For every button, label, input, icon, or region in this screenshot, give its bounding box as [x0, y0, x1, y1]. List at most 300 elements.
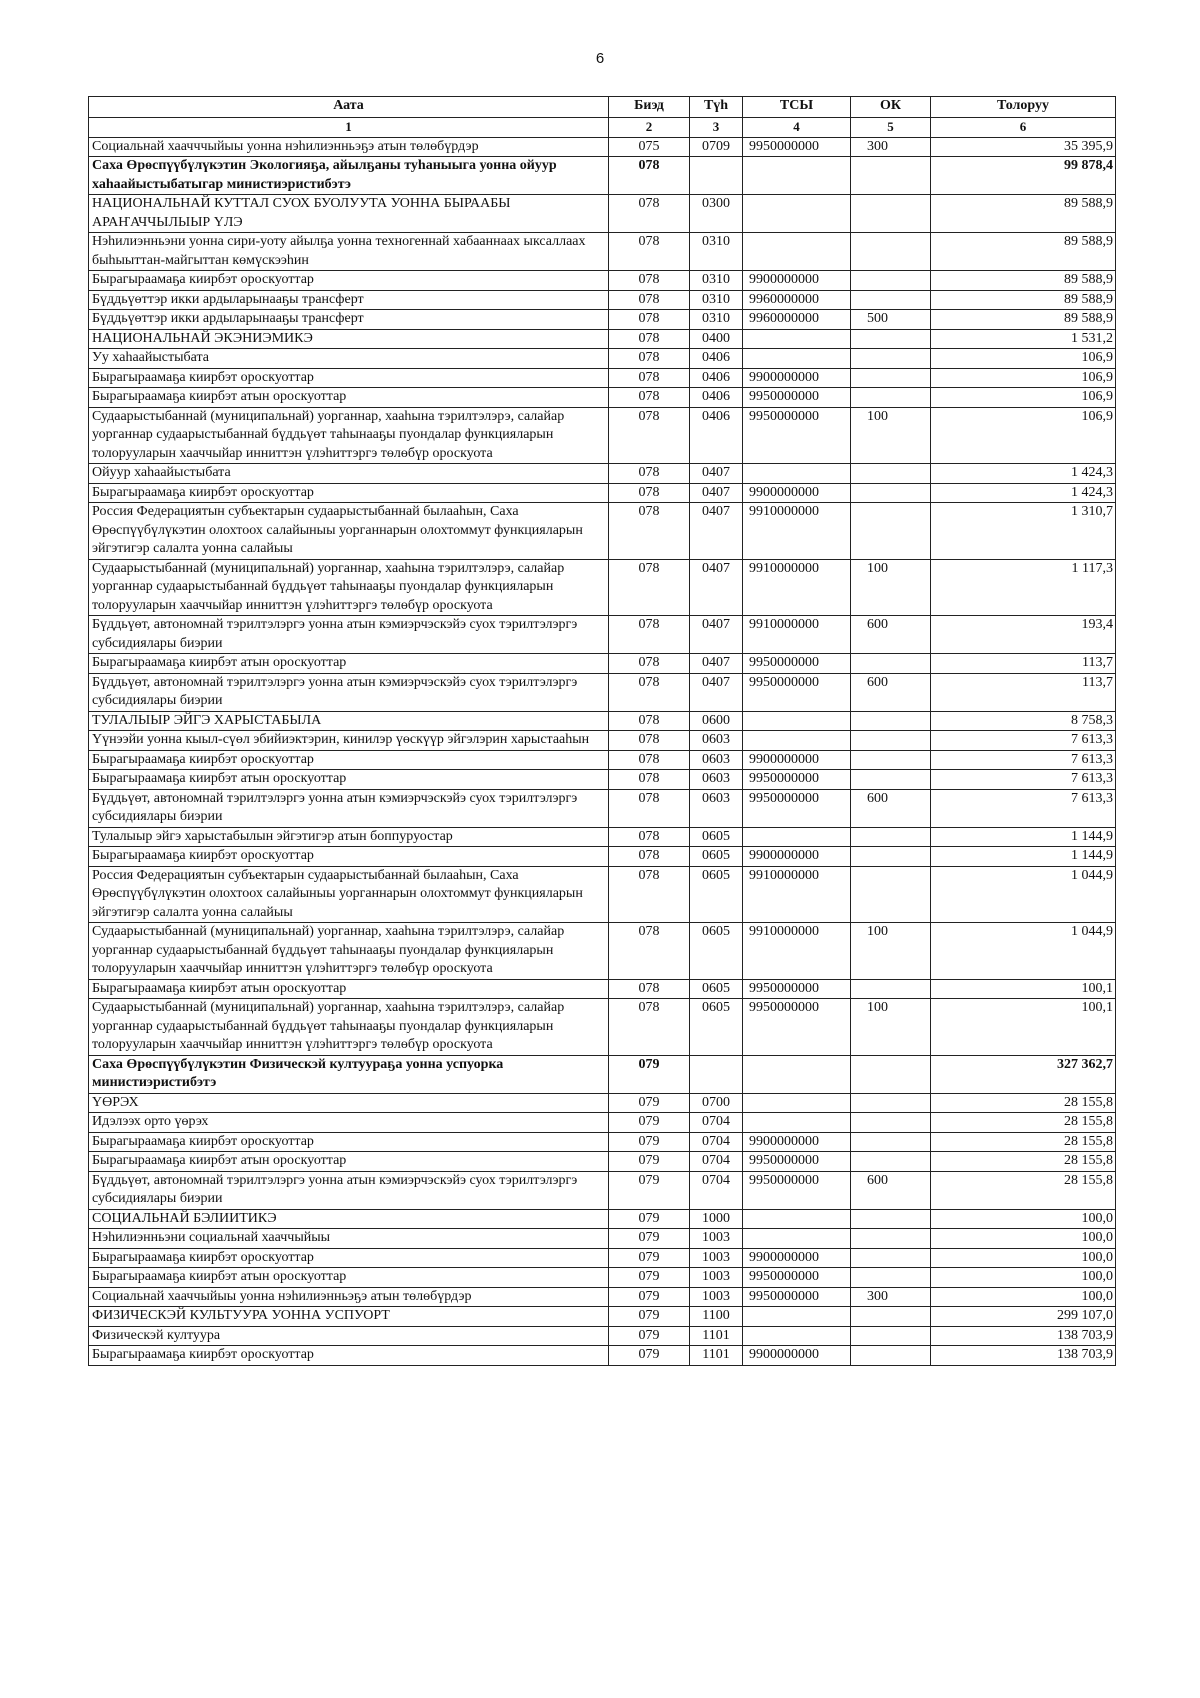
table-row — [89, 1171, 1116, 1209]
row-target-code — [743, 349, 851, 369]
row-amount: 28 155,8 — [931, 1152, 1116, 1172]
table-row — [89, 310, 1116, 330]
row-expense-type: 100 — [851, 999, 931, 1056]
row-name: Тулалыыр эйгэ харыстабылын эйгэтигэр атын боппуруостар — [89, 827, 609, 847]
table-row — [89, 789, 1116, 827]
row-budget-code: 078 — [609, 349, 690, 369]
row-amount: 7 613,3 — [931, 750, 1116, 770]
row-amount: 106,9 — [931, 349, 1116, 369]
row-name: Нэһилиэнньэни уонна сири-уоту айылҕа уонна техногеннай хабааннаах ыксаллаах быһыыттан-майгыттан көмүскээһин — [89, 233, 609, 271]
row-section-code: 1101 — [690, 1326, 743, 1346]
row-name: Бырагыраамаҕа киирбэт атын ороскуоттар — [89, 1152, 609, 1172]
row-section-code — [690, 157, 743, 195]
table-row — [89, 1229, 1116, 1249]
row-budget-code: 079 — [609, 1171, 690, 1209]
row-amount: 35 395,9 — [931, 137, 1116, 157]
row-expense-type — [851, 271, 931, 291]
table-row — [89, 137, 1116, 157]
row-amount: 1 424,3 — [931, 464, 1116, 484]
row-target-code: 9950000000 — [743, 999, 851, 1056]
table-row — [89, 559, 1116, 616]
row-amount: 28 155,8 — [931, 1113, 1116, 1133]
table-row — [89, 616, 1116, 654]
table-row — [89, 999, 1116, 1056]
row-name: Социальнай хаачччыйыы уонна нэһилиэнньэҕэ атын төлөбүрдэр — [89, 137, 609, 157]
row-target-code — [743, 329, 851, 349]
row-name: Судаарыстыбаннай (муниципальнай) уорганнар, хааһына тэрилтэлэрэ, салайар уорганнар судаарыстыбаннай бүддьүөт таһынааҕы пуондалар функцияларын толорууларын хааччыйар инниттэн үлэһиттэргэ төлөбүр ороскуота — [89, 999, 609, 1056]
row-expense-type — [851, 1346, 931, 1366]
row-section-code: 0407 — [690, 616, 743, 654]
row-target-code: 9900000000 — [743, 368, 851, 388]
table-row — [89, 1209, 1116, 1229]
row-target-code: 9960000000 — [743, 290, 851, 310]
row-name: Бырагыраамаҕа киирбэт ороскуоттар — [89, 1132, 609, 1152]
row-name: Бүддьүөттэр икки ардыларынааҕы трансферт — [89, 290, 609, 310]
row-expense-type — [851, 1093, 931, 1113]
row-section-code: 0406 — [690, 388, 743, 408]
row-budget-code: 078 — [609, 673, 690, 711]
row-budget-code: 078 — [609, 923, 690, 980]
column-number-row — [89, 118, 1116, 138]
row-section-code: 0603 — [690, 789, 743, 827]
row-target-code: 9950000000 — [743, 137, 851, 157]
row-amount: 100,0 — [931, 1209, 1116, 1229]
row-amount: 28 155,8 — [931, 1171, 1116, 1209]
row-expense-type: 600 — [851, 1171, 931, 1209]
row-expense-type — [851, 654, 931, 674]
row-budget-code: 078 — [609, 271, 690, 291]
row-name: НАЦИОНАЛЬНАЙ КУТТАЛ СУОХ БУОЛУУТА УОННА БЫРААБЫ АРАҤАЧЧЫЛЫЫР ҮЛЭ — [89, 195, 609, 233]
row-target-code — [743, 1326, 851, 1346]
row-amount: 7 613,3 — [931, 731, 1116, 751]
row-name: Бүддьүөт, автономнай тэрилтэлэргэ уонна атын кэмиэрчэскэйэ суох тэрилтэлэргэ субсидиялары биэрии — [89, 789, 609, 827]
row-amount: 1 310,7 — [931, 503, 1116, 560]
row-expense-type: 500 — [851, 310, 931, 330]
row-amount: 100,0 — [931, 1268, 1116, 1288]
row-expense-type — [851, 770, 931, 790]
row-target-code — [743, 1055, 851, 1093]
header-row — [89, 97, 1116, 118]
row-target-code — [743, 731, 851, 751]
row-amount: 7 613,3 — [931, 789, 1116, 827]
row-budget-code: 079 — [609, 1113, 690, 1133]
row-target-code: 9900000000 — [743, 847, 851, 867]
table-row — [89, 157, 1116, 195]
row-name: Нэһилиэнньэни социальнай хааччыйыы — [89, 1229, 609, 1249]
table-row — [89, 349, 1116, 369]
row-amount: 113,7 — [931, 673, 1116, 711]
row-target-code — [743, 195, 851, 233]
row-amount: 100,1 — [931, 979, 1116, 999]
row-expense-type — [851, 827, 931, 847]
row-expense-type — [851, 483, 931, 503]
row-target-code: 9910000000 — [743, 503, 851, 560]
row-section-code: 0704 — [690, 1171, 743, 1209]
table-row — [89, 329, 1116, 349]
row-expense-type: 600 — [851, 616, 931, 654]
row-budget-code: 078 — [609, 866, 690, 923]
row-budget-code: 078 — [609, 616, 690, 654]
row-name: Бүддьүөттэр икки ардыларынааҕы трансферт — [89, 310, 609, 330]
row-target-code: 9950000000 — [743, 979, 851, 999]
table-body — [89, 137, 1116, 1365]
row-expense-type — [851, 195, 931, 233]
row-expense-type — [851, 1229, 931, 1249]
row-section-code: 0300 — [690, 195, 743, 233]
table-row — [89, 464, 1116, 484]
row-expense-type — [851, 711, 931, 731]
row-budget-code: 078 — [609, 979, 690, 999]
row-budget-code: 078 — [609, 789, 690, 827]
row-section-code: 0605 — [690, 923, 743, 980]
table-row — [89, 1113, 1116, 1133]
row-expense-type — [851, 1152, 931, 1172]
row-target-code: 9900000000 — [743, 271, 851, 291]
column-number: 3 — [690, 118, 743, 138]
row-expense-type — [851, 464, 931, 484]
row-name: Саха Өрөспүүбүлүкэтин Физическэй култуураҕа уонна успуорка министиэристибэтэ — [89, 1055, 609, 1093]
table-row — [89, 711, 1116, 731]
row-amount: 193,4 — [931, 616, 1116, 654]
row-expense-type — [851, 1209, 931, 1229]
row-expense-type — [851, 1248, 931, 1268]
table-row — [89, 290, 1116, 310]
row-name: Бырагыраамаҕа киирбэт атын ороскуоттар — [89, 388, 609, 408]
row-budget-code: 078 — [609, 483, 690, 503]
row-name: ТУЛАЛЫЫР ЭЙГЭ ХАРЫСТАБЫЛА — [89, 711, 609, 731]
row-section-code: 0310 — [690, 310, 743, 330]
row-expense-type — [851, 847, 931, 867]
row-target-code: 9950000000 — [743, 1171, 851, 1209]
column-number: 2 — [609, 118, 690, 138]
header-execution: Толоруу — [931, 97, 1116, 118]
row-section-code: 0704 — [690, 1132, 743, 1152]
table-row — [89, 271, 1116, 291]
row-budget-code: 079 — [609, 1055, 690, 1093]
row-amount: 106,9 — [931, 368, 1116, 388]
row-section-code: 0407 — [690, 464, 743, 484]
row-name: Бырагыраамаҕа киирбэт атын ороскуоттар — [89, 979, 609, 999]
row-section-code: 0605 — [690, 979, 743, 999]
row-section-code: 0407 — [690, 483, 743, 503]
row-name: Судаарыстыбаннай (муниципальнай) уорганнар, хааһына тэрилтэлэрэ, салайар уорганнар судаарыстыбаннай бүддьүөт таһынааҕы пуондалар функцияларын толорууларын хааччыйар инниттэн үлэһиттэргэ төлөбүр ороскуота — [89, 923, 609, 980]
row-target-code — [743, 464, 851, 484]
row-budget-code: 079 — [609, 1132, 690, 1152]
row-name: Бүддьүөт, автономнай тэрилтэлэргэ уонна атын кэмиэрчэскэйэ суох тэрилтэлэргэ субсидиялары биэрии — [89, 673, 609, 711]
row-budget-code: 078 — [609, 503, 690, 560]
row-budget-code: 075 — [609, 137, 690, 157]
row-section-code: 1003 — [690, 1287, 743, 1307]
row-budget-code: 078 — [609, 731, 690, 751]
row-expense-type — [851, 731, 931, 751]
row-section-code: 0603 — [690, 770, 743, 790]
row-section-code: 0605 — [690, 866, 743, 923]
row-section-code: 0406 — [690, 407, 743, 464]
budget-table — [88, 96, 1116, 1366]
row-target-code: 9950000000 — [743, 388, 851, 408]
row-target-code — [743, 1113, 851, 1133]
row-expense-type — [851, 233, 931, 271]
row-section-code: 0700 — [690, 1093, 743, 1113]
table-row — [89, 1326, 1116, 1346]
row-target-code: 9950000000 — [743, 1287, 851, 1307]
row-section-code: 0704 — [690, 1113, 743, 1133]
row-amount: 89 588,9 — [931, 271, 1116, 291]
row-amount: 327 362,7 — [931, 1055, 1116, 1093]
row-name: Уу хаһаайыстыбата — [89, 349, 609, 369]
table-row — [89, 827, 1116, 847]
row-name: Россия Федерациятын субъектарын судаарыстыбаннай былааһын, Саха Өрөспүүбүлүкэтин олохтоох салайыныы уорганнарын олохтоммут функцияларын эйгэтигэр салалта уонна салайыы — [89, 503, 609, 560]
row-name: ФИЗИЧЕСКЭЙ КУЛЬТУУРА УОННА УСПУОРТ — [89, 1307, 609, 1327]
row-amount: 1 117,3 — [931, 559, 1116, 616]
row-name: Бырагыраамаҕа киирбэт атын ороскуоттар — [89, 1268, 609, 1288]
row-name: Бырагыраамаҕа киирбэт ороскуоттар — [89, 368, 609, 388]
page-number: 6 — [595, 50, 605, 67]
row-target-code: 9950000000 — [743, 407, 851, 464]
row-section-code: 0407 — [690, 503, 743, 560]
row-section-code: 0407 — [690, 654, 743, 674]
row-amount: 89 588,9 — [931, 233, 1116, 271]
table-row — [89, 1268, 1116, 1288]
row-section-code: 0709 — [690, 137, 743, 157]
row-expense-type: 100 — [851, 407, 931, 464]
row-budget-code: 078 — [609, 310, 690, 330]
column-number: 5 — [851, 118, 931, 138]
row-budget-code: 078 — [609, 368, 690, 388]
table-row — [89, 1132, 1116, 1152]
row-section-code: 1100 — [690, 1307, 743, 1327]
row-section-code: 1003 — [690, 1229, 743, 1249]
header-section-code: Түһ — [690, 97, 743, 118]
row-name: Ойуур хаһаайыстыбата — [89, 464, 609, 484]
row-budget-code: 078 — [609, 233, 690, 271]
row-name: Россия Федерациятын субъектарын судаарыстыбаннай былааһын, Саха Өрөспүүбүлүкэтин олохтоох салайыныы уорганнарын олохтоммут функцияларын эйгэтигэр салалта уонна салайыы — [89, 866, 609, 923]
row-budget-code: 078 — [609, 750, 690, 770]
table-row — [89, 866, 1116, 923]
table-row — [89, 503, 1116, 560]
row-budget-code: 079 — [609, 1229, 690, 1249]
row-section-code: 0407 — [690, 559, 743, 616]
row-section-code: 0310 — [690, 271, 743, 291]
row-expense-type — [851, 750, 931, 770]
row-expense-type — [851, 329, 931, 349]
row-section-code: 0605 — [690, 847, 743, 867]
row-expense-type — [851, 866, 931, 923]
row-name: Судаарыстыбаннай (муниципальнай) уорганнар, хааһына тэрилтэлэрэ, салайар уорганнар судаарыстыбаннай бүддьүөт таһынааҕы пуондалар функцияларын толорууларын хааччыйар инниттэн үлэһиттэргэ төлөбүр ороскуота — [89, 559, 609, 616]
row-amount: 1 044,9 — [931, 866, 1116, 923]
row-section-code: 1003 — [690, 1248, 743, 1268]
row-name: Бүддьүөт, автономнай тэрилтэлэргэ уонна атын кэмиэрчэскэйэ суох тэрилтэлэргэ субсидиялары биэрии — [89, 616, 609, 654]
row-budget-code: 078 — [609, 290, 690, 310]
table-row — [89, 1307, 1116, 1327]
row-expense-type: 300 — [851, 137, 931, 157]
row-name: Физическэй култуура — [89, 1326, 609, 1346]
row-amount: 299 107,0 — [931, 1307, 1116, 1327]
row-amount: 100,1 — [931, 999, 1116, 1056]
row-target-code: 9960000000 — [743, 310, 851, 330]
row-section-code: 0704 — [690, 1152, 743, 1172]
table-row — [89, 388, 1116, 408]
table-row — [89, 233, 1116, 271]
row-name: НАЦИОНАЛЬНАЙ ЭКЭНИЭМИКЭ — [89, 329, 609, 349]
column-number: 6 — [931, 118, 1116, 138]
row-section-code: 0310 — [690, 290, 743, 310]
row-budget-code: 079 — [609, 1268, 690, 1288]
table-row — [89, 483, 1116, 503]
row-expense-type — [851, 388, 931, 408]
row-name: Бүддьүөт, автономнай тэрилтэлэргэ уонна атын кэмиэрчэскэйэ суох тэрилтэлэргэ субсидиялары биэрии — [89, 1171, 609, 1209]
table-row — [89, 1093, 1116, 1113]
row-target-code — [743, 1229, 851, 1249]
row-budget-code: 079 — [609, 1346, 690, 1366]
row-budget-code: 079 — [609, 1326, 690, 1346]
row-expense-type — [851, 349, 931, 369]
row-expense-type — [851, 979, 931, 999]
row-amount: 106,9 — [931, 407, 1116, 464]
row-amount: 1 424,3 — [931, 483, 1116, 503]
row-section-code: 0406 — [690, 349, 743, 369]
row-budget-code: 078 — [609, 329, 690, 349]
row-expense-type — [851, 1307, 931, 1327]
table-row — [89, 750, 1116, 770]
row-name: ҮӨРЭХ — [89, 1093, 609, 1113]
row-section-code: 0400 — [690, 329, 743, 349]
row-name: Үүнээйи уонна кыыл-сүөл эбийиэктэрин, кинилэр үөскүүр эйгэлэрин харыстааһын — [89, 731, 609, 751]
row-name: Бырагыраамаҕа киирбэт ороскуоттар — [89, 750, 609, 770]
row-target-code: 9900000000 — [743, 750, 851, 770]
table-row — [89, 407, 1116, 464]
row-section-code: 0605 — [690, 827, 743, 847]
row-expense-type: 100 — [851, 559, 931, 616]
row-budget-code: 079 — [609, 1093, 690, 1113]
row-expense-type — [851, 1113, 931, 1133]
row-target-code: 9950000000 — [743, 789, 851, 827]
row-amount: 89 588,9 — [931, 310, 1116, 330]
row-name: Социальнай хааччыйыы уонна нэһилиэнньэҕэ атын төлөбүрдэр — [89, 1287, 609, 1307]
row-budget-code: 079 — [609, 1287, 690, 1307]
row-budget-code: 078 — [609, 999, 690, 1056]
row-section-code: 0310 — [690, 233, 743, 271]
row-expense-type — [851, 503, 931, 560]
row-name: Бырагыраамаҕа киирбэт атын ороскуоттар — [89, 770, 609, 790]
row-name: Саха Өрөспүүбүлүкэтин Экологияҕа, айылҕаны туһаныыга уонна ойуур хаһаайыстыбатыгар министиэристибэтэ — [89, 157, 609, 195]
row-section-code: 1003 — [690, 1268, 743, 1288]
row-section-code: 0603 — [690, 750, 743, 770]
row-name: Бырагыраамаҕа киирбэт ороскуоттар — [89, 271, 609, 291]
table-row — [89, 654, 1116, 674]
row-name: Бырагыраамаҕа киирбэт ороскуоттар — [89, 483, 609, 503]
row-budget-code: 078 — [609, 847, 690, 867]
table-row — [89, 1248, 1116, 1268]
row-expense-type — [851, 290, 931, 310]
row-amount: 100,0 — [931, 1229, 1116, 1249]
row-expense-type — [851, 1055, 931, 1093]
row-target-code — [743, 1209, 851, 1229]
row-target-code: 9910000000 — [743, 866, 851, 923]
table-row — [89, 1346, 1116, 1366]
row-section-code: 0407 — [690, 673, 743, 711]
row-budget-code: 078 — [609, 711, 690, 731]
table-row — [89, 195, 1116, 233]
row-name: Бырагыраамаҕа киирбэт атын ороскуоттар — [89, 654, 609, 674]
row-target-code: 9910000000 — [743, 616, 851, 654]
table-row — [89, 1152, 1116, 1172]
row-target-code: 9950000000 — [743, 1268, 851, 1288]
row-name: Бырагыраамаҕа киирбэт ороскуоттар — [89, 847, 609, 867]
row-expense-type — [851, 1132, 931, 1152]
row-budget-code: 078 — [609, 157, 690, 195]
row-budget-code: 078 — [609, 464, 690, 484]
row-name: Идэлээх орто үөрэх — [89, 1113, 609, 1133]
row-expense-type — [851, 368, 931, 388]
table-row — [89, 847, 1116, 867]
table-row — [89, 368, 1116, 388]
row-budget-code: 079 — [609, 1209, 690, 1229]
row-budget-code: 079 — [609, 1152, 690, 1172]
row-amount: 8 758,3 — [931, 711, 1116, 731]
table-row — [89, 923, 1116, 980]
table-row — [89, 731, 1116, 751]
row-section-code — [690, 1055, 743, 1093]
column-number: 1 — [89, 118, 609, 138]
row-amount: 89 588,9 — [931, 195, 1116, 233]
row-amount: 1 531,2 — [931, 329, 1116, 349]
row-amount: 28 155,8 — [931, 1132, 1116, 1152]
row-expense-type: 300 — [851, 1287, 931, 1307]
row-budget-code: 078 — [609, 559, 690, 616]
header-expense-type: ОК — [851, 97, 931, 118]
row-budget-code: 078 — [609, 195, 690, 233]
row-expense-type — [851, 1326, 931, 1346]
row-section-code: 1000 — [690, 1209, 743, 1229]
row-section-code: 0406 — [690, 368, 743, 388]
column-number: 4 — [743, 118, 851, 138]
row-budget-code: 079 — [609, 1307, 690, 1327]
row-expense-type — [851, 1268, 931, 1288]
row-amount: 28 155,8 — [931, 1093, 1116, 1113]
row-budget-code: 079 — [609, 1248, 690, 1268]
row-name: Бырагыраамаҕа киирбэт ороскуоттар — [89, 1346, 609, 1366]
row-target-code — [743, 233, 851, 271]
row-budget-code: 078 — [609, 388, 690, 408]
row-expense-type: 600 — [851, 673, 931, 711]
row-amount: 1 144,9 — [931, 847, 1116, 867]
row-amount: 89 588,9 — [931, 290, 1116, 310]
row-expense-type: 100 — [851, 923, 931, 980]
row-section-code: 1101 — [690, 1346, 743, 1366]
row-name: Судаарыстыбаннай (муниципальнай) уорганнар, хааһына тэрилтэлэрэ, салайар уорганнар судаарыстыбаннай бүддьүөт таһынааҕы пуондалар функцияларын толорууларын хааччыйар инниттэн үлэһиттэргэ төлөбүр ороскуота — [89, 407, 609, 464]
row-expense-type — [851, 157, 931, 195]
row-name: СОЦИАЛЬНАЙ БЭЛИИТИКЭ — [89, 1209, 609, 1229]
row-name: Бырагыраамаҕа киирбэт ороскуоттар — [89, 1248, 609, 1268]
row-expense-type: 600 — [851, 789, 931, 827]
row-budget-code: 078 — [609, 827, 690, 847]
row-target-code: 9910000000 — [743, 923, 851, 980]
row-amount: 99 878,4 — [931, 157, 1116, 195]
row-amount: 113,7 — [931, 654, 1116, 674]
row-target-code — [743, 157, 851, 195]
row-amount: 138 703,9 — [931, 1326, 1116, 1346]
row-target-code: 9900000000 — [743, 1346, 851, 1366]
row-amount: 1 144,9 — [931, 827, 1116, 847]
row-amount: 1 044,9 — [931, 923, 1116, 980]
row-amount: 100,0 — [931, 1248, 1116, 1268]
row-target-code: 9900000000 — [743, 1132, 851, 1152]
row-target-code: 9900000000 — [743, 483, 851, 503]
header-budget-code: Биэд — [609, 97, 690, 118]
row-target-code: 9950000000 — [743, 770, 851, 790]
row-section-code: 0605 — [690, 999, 743, 1056]
